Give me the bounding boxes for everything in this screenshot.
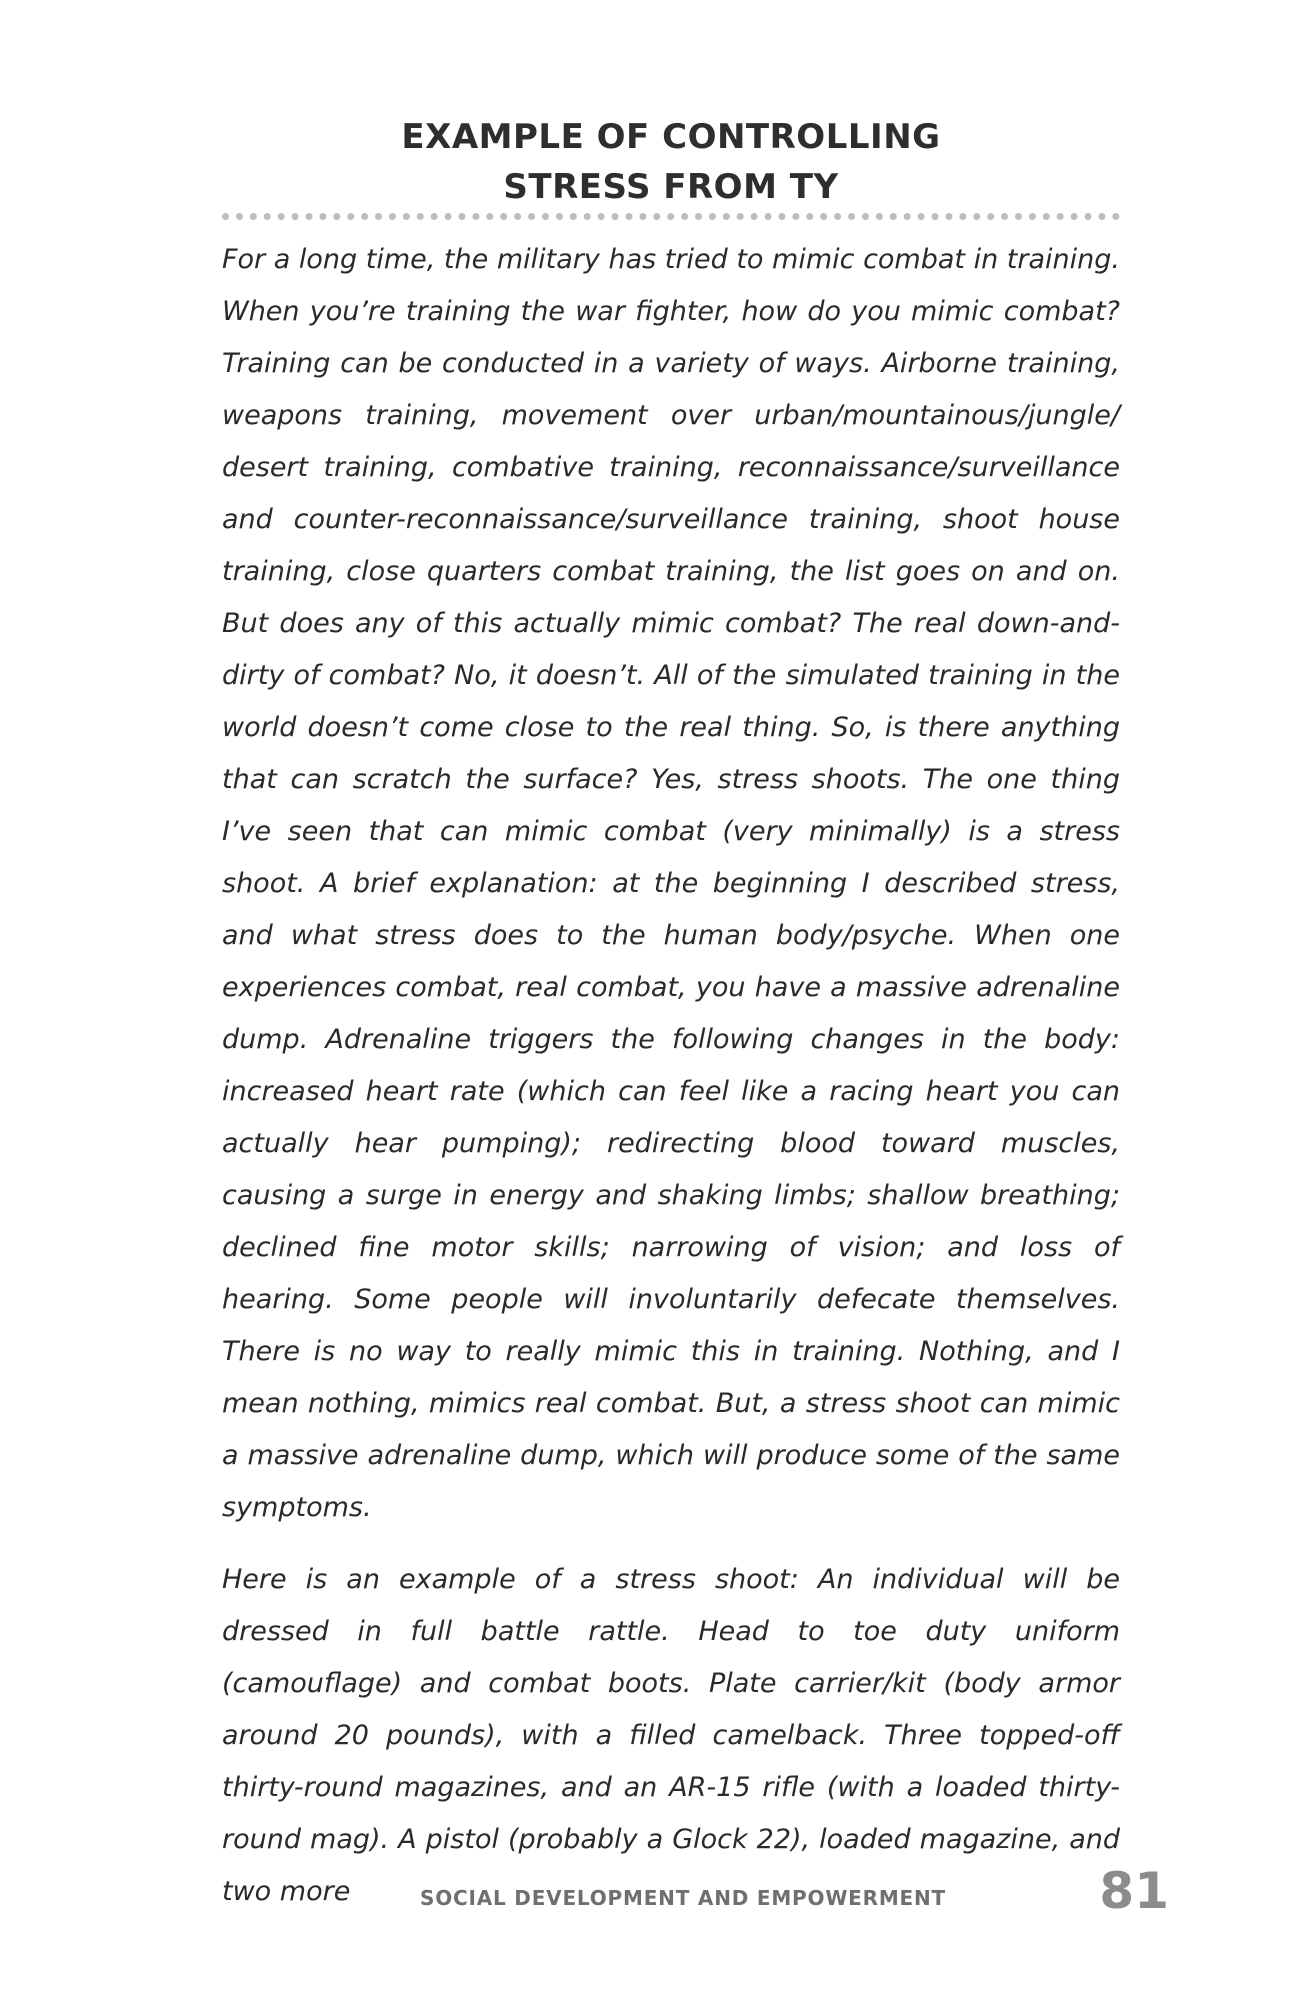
body-text (222, 234, 1120, 1918)
page-number: 81 (1099, 1862, 1169, 1920)
paragraph: Here is an example of a stress shoot: An individual will be dressed in full battle rattle. Head to toe duty uniform (camouflage) and combat boots. Plate carrier/kit (body armor around 20 pounds), with a filled camelback. Three topped-off thirty-round magazines, and an AR-15 rifle (with a loaded thirty-round mag). A pistol (probably a Glock 22), loaded magazine, and two more (222, 1564, 1120, 1907)
section-heading (222, 112, 1120, 212)
dotted-divider (222, 213, 1120, 220)
running-footer: SOCIAL DEVELOPMENT AND EMPOWERMENT (420, 1886, 946, 1910)
paragraph: For a long time, the military has tried to mimic combat in training. When you’re training the war fighter, how do you mimic combat? Training can be conducted in a variety of ways. Airborne training, weapons training, movement over urban/mountainous/jungle/ desert training, combative training, reconnaissance/surveillance and counter-reconnaissance/surveillance training, shoot house training, close quarters combat training, the list goes on and on. But does any of this actually mimic combat? The real down-and-dirty of combat? No, it doesn’t. All of the simulated training in the world doesn’t come close to the real thing. So, is there anything that can scratch the surface? Yes, stress shoots. The one thing I’ve seen that can mimic combat (very minimally) is a stress shoot. A brief explanation: at the beginning I described stress, and what stress does to the human body/psyche. When one experiences combat, real combat, you have a massive adrenaline dump. Adrenaline triggers the following changes in the body: increased heart rate (which can feel like a racing heart you can actually hear pumping); redirecting blood toward muscles, causing a surge in energy and shaking limbs; shallow breathing; declined fine motor skills; narrowing of vision; and loss of hearing. Some people will involuntarily defecate themselves. There is no way to really mimic this in training. Nothing, and I mean nothing, mimics real combat. But, a stress shoot can mimic a massive adrenaline dump, which will produce some of the same symptoms. (222, 244, 1120, 1523)
section-heading-line-1: EXAMPLE OF CONTROLLING (401, 117, 941, 157)
section-heading-line-2: STRESS FROM TY (503, 167, 839, 207)
